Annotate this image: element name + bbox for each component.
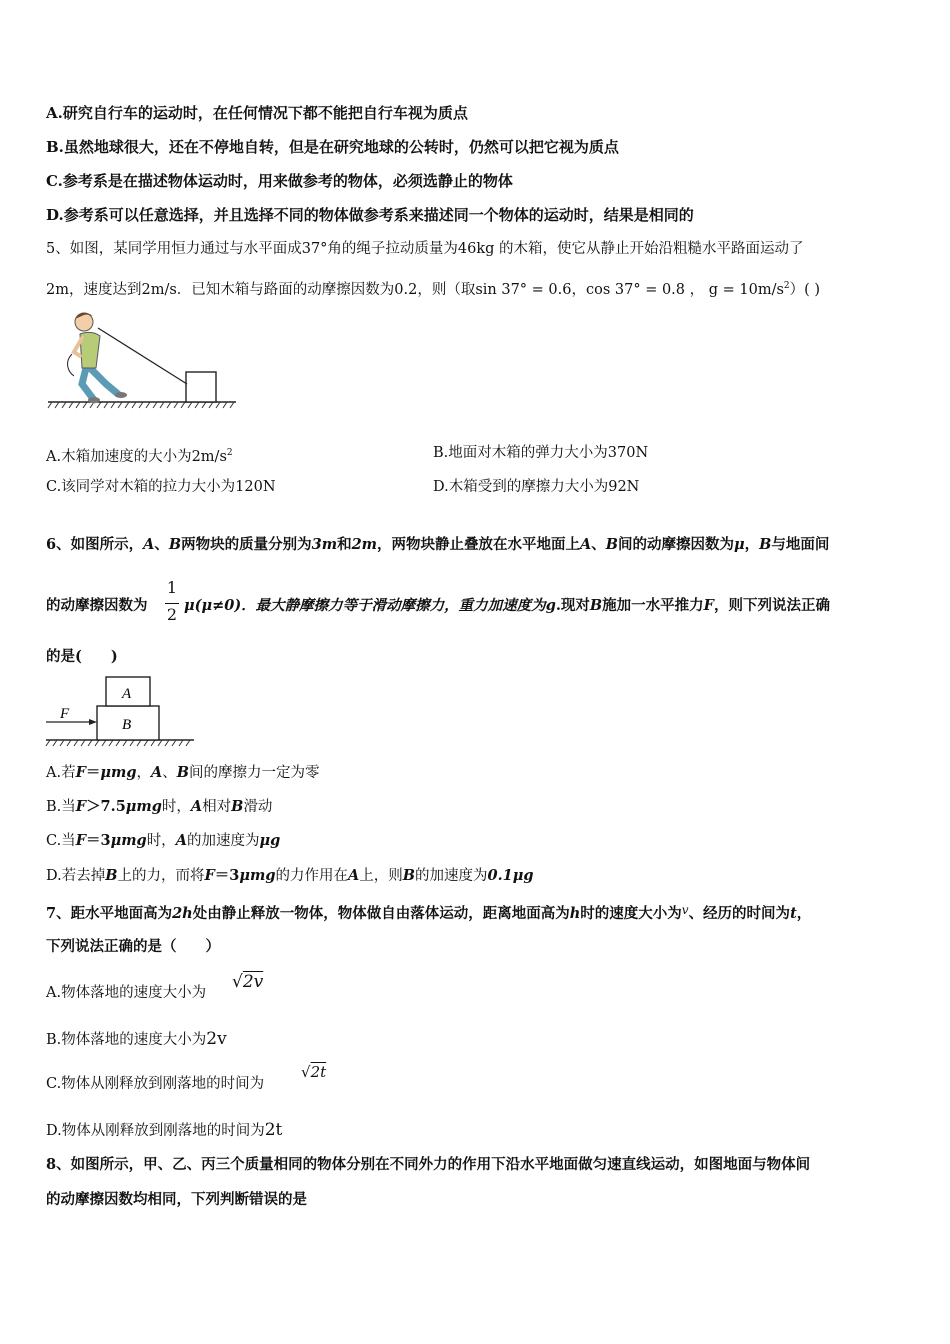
q6-stem-line1: 6、如图所示，A、B两物块的质量分别为3m和2m，两物块静止叠放在水平地面上A、B间的动摩擦因数为μ，B与地面间 — [46, 536, 830, 553]
q4-option-b: B.虽然地球很大，还在不停地自转，但是在研究地球的公转时，仍然可以把它视为质点 — [46, 138, 619, 156]
q6-option-a: A.若F＝μmg，A、B间的摩擦力一定为零 — [46, 764, 320, 781]
q6-option-c: C.当F＝3μmg时，A的加速度为μg — [46, 832, 281, 849]
q6-stem-line2-left: 的动摩擦因数为 — [46, 597, 148, 614]
q4-option-c: C.参考系是在描述物体运动时，用来做参考的物体，必须选静止的物体 — [46, 172, 513, 190]
q6-fraction-bar — [165, 603, 179, 604]
q4-option-d: D.参考系可以任意选择，并且选择不同的物体做参考系来描述同一个物体的运动时，结果是相同的 — [46, 206, 694, 224]
q5-stem-line1: 5、如图，某同学用恒力通过与水平面成37°角的绳子拉动质量为46kg 的木箱，使它从静止开始沿粗糙水平路面运动了 — [46, 241, 804, 257]
q5-option-c: C.该同学对木箱的拉力大小为120N — [46, 479, 276, 495]
q6-fraction-numerator: 1 — [166, 578, 178, 597]
q7-option-c: C.物体从刚释放到刚落地的时间为 — [46, 1076, 265, 1092]
q5-option-d: D.木箱受到的摩擦力大小为92N — [433, 479, 640, 495]
q6-figure-stacked-blocks — [44, 675, 196, 747]
q7-option-b: B.物体落地的速度大小为2v — [46, 1029, 227, 1049]
q7-stem-line2: 下列说法正确的是（ ） — [46, 938, 220, 955]
q6-stem-line2-right: μ(μ≠0)．最大静摩擦力等于滑动摩擦力，重力加速度为g.现对B施加一水平推力F，则下列说法正确 — [184, 597, 830, 614]
q6-option-d: D.若去掉B上的力，而将F＝3μmg的力作用在A上，则B的加速度为0.1μg — [46, 867, 534, 884]
q5-option-a: A.木箱加速度的大小为$2m/s^2$ — [46, 448, 233, 465]
q5-figure-person-pulling-box — [46, 306, 246, 411]
q7-option-d: D.物体从刚释放到刚落地的时间为2t — [46, 1120, 283, 1140]
q5-stem-line2: 2m，速度达到2m/s．已知木箱与路面的动摩擦因数为0.2，则（取sin 37° = 0.6，cos 37° = 0.8 ， $g = 10m/s^2$）( ) — [46, 281, 821, 298]
q7-option-a-sqrt: √2v — [232, 972, 264, 992]
block-b-label: B — [122, 717, 132, 733]
block-a-label: A — [122, 686, 132, 702]
q8-stem-line1: 8、如图所示，甲、乙、丙三个质量相同的物体分别在不同外力的作用下沿水平地面做匀速直线运动，如图地面与物体间 — [46, 1156, 811, 1173]
force-label: F — [60, 706, 70, 722]
q8-stem-line2: 的动摩擦因数均相同，下列判断错误的是 — [46, 1191, 307, 1208]
q6-option-b: B.当F＞7.5μmg时，A相对B滑动 — [46, 798, 273, 815]
q7-option-a: A.物体落地的速度大小为 — [46, 985, 207, 1001]
q4-option-a: A.研究自行车的运动时，在任何情况下都不能把自行车视为质点 — [46, 104, 468, 122]
q7-option-c-sqrt: √2t — [301, 1063, 327, 1081]
q7-stem-line1: 7、距水平地面高为2h处由静止释放一物体，物体做自由落体运动，距离地面高为h时的速度大小为$^v$、经历的时间为t， — [46, 903, 812, 922]
q6-fraction-denominator: 2 — [166, 605, 178, 624]
q6-stem-line3: 的是( ) — [46, 648, 118, 665]
q5-option-b: B.地面对木箱的弹力大小为370N — [433, 445, 649, 461]
